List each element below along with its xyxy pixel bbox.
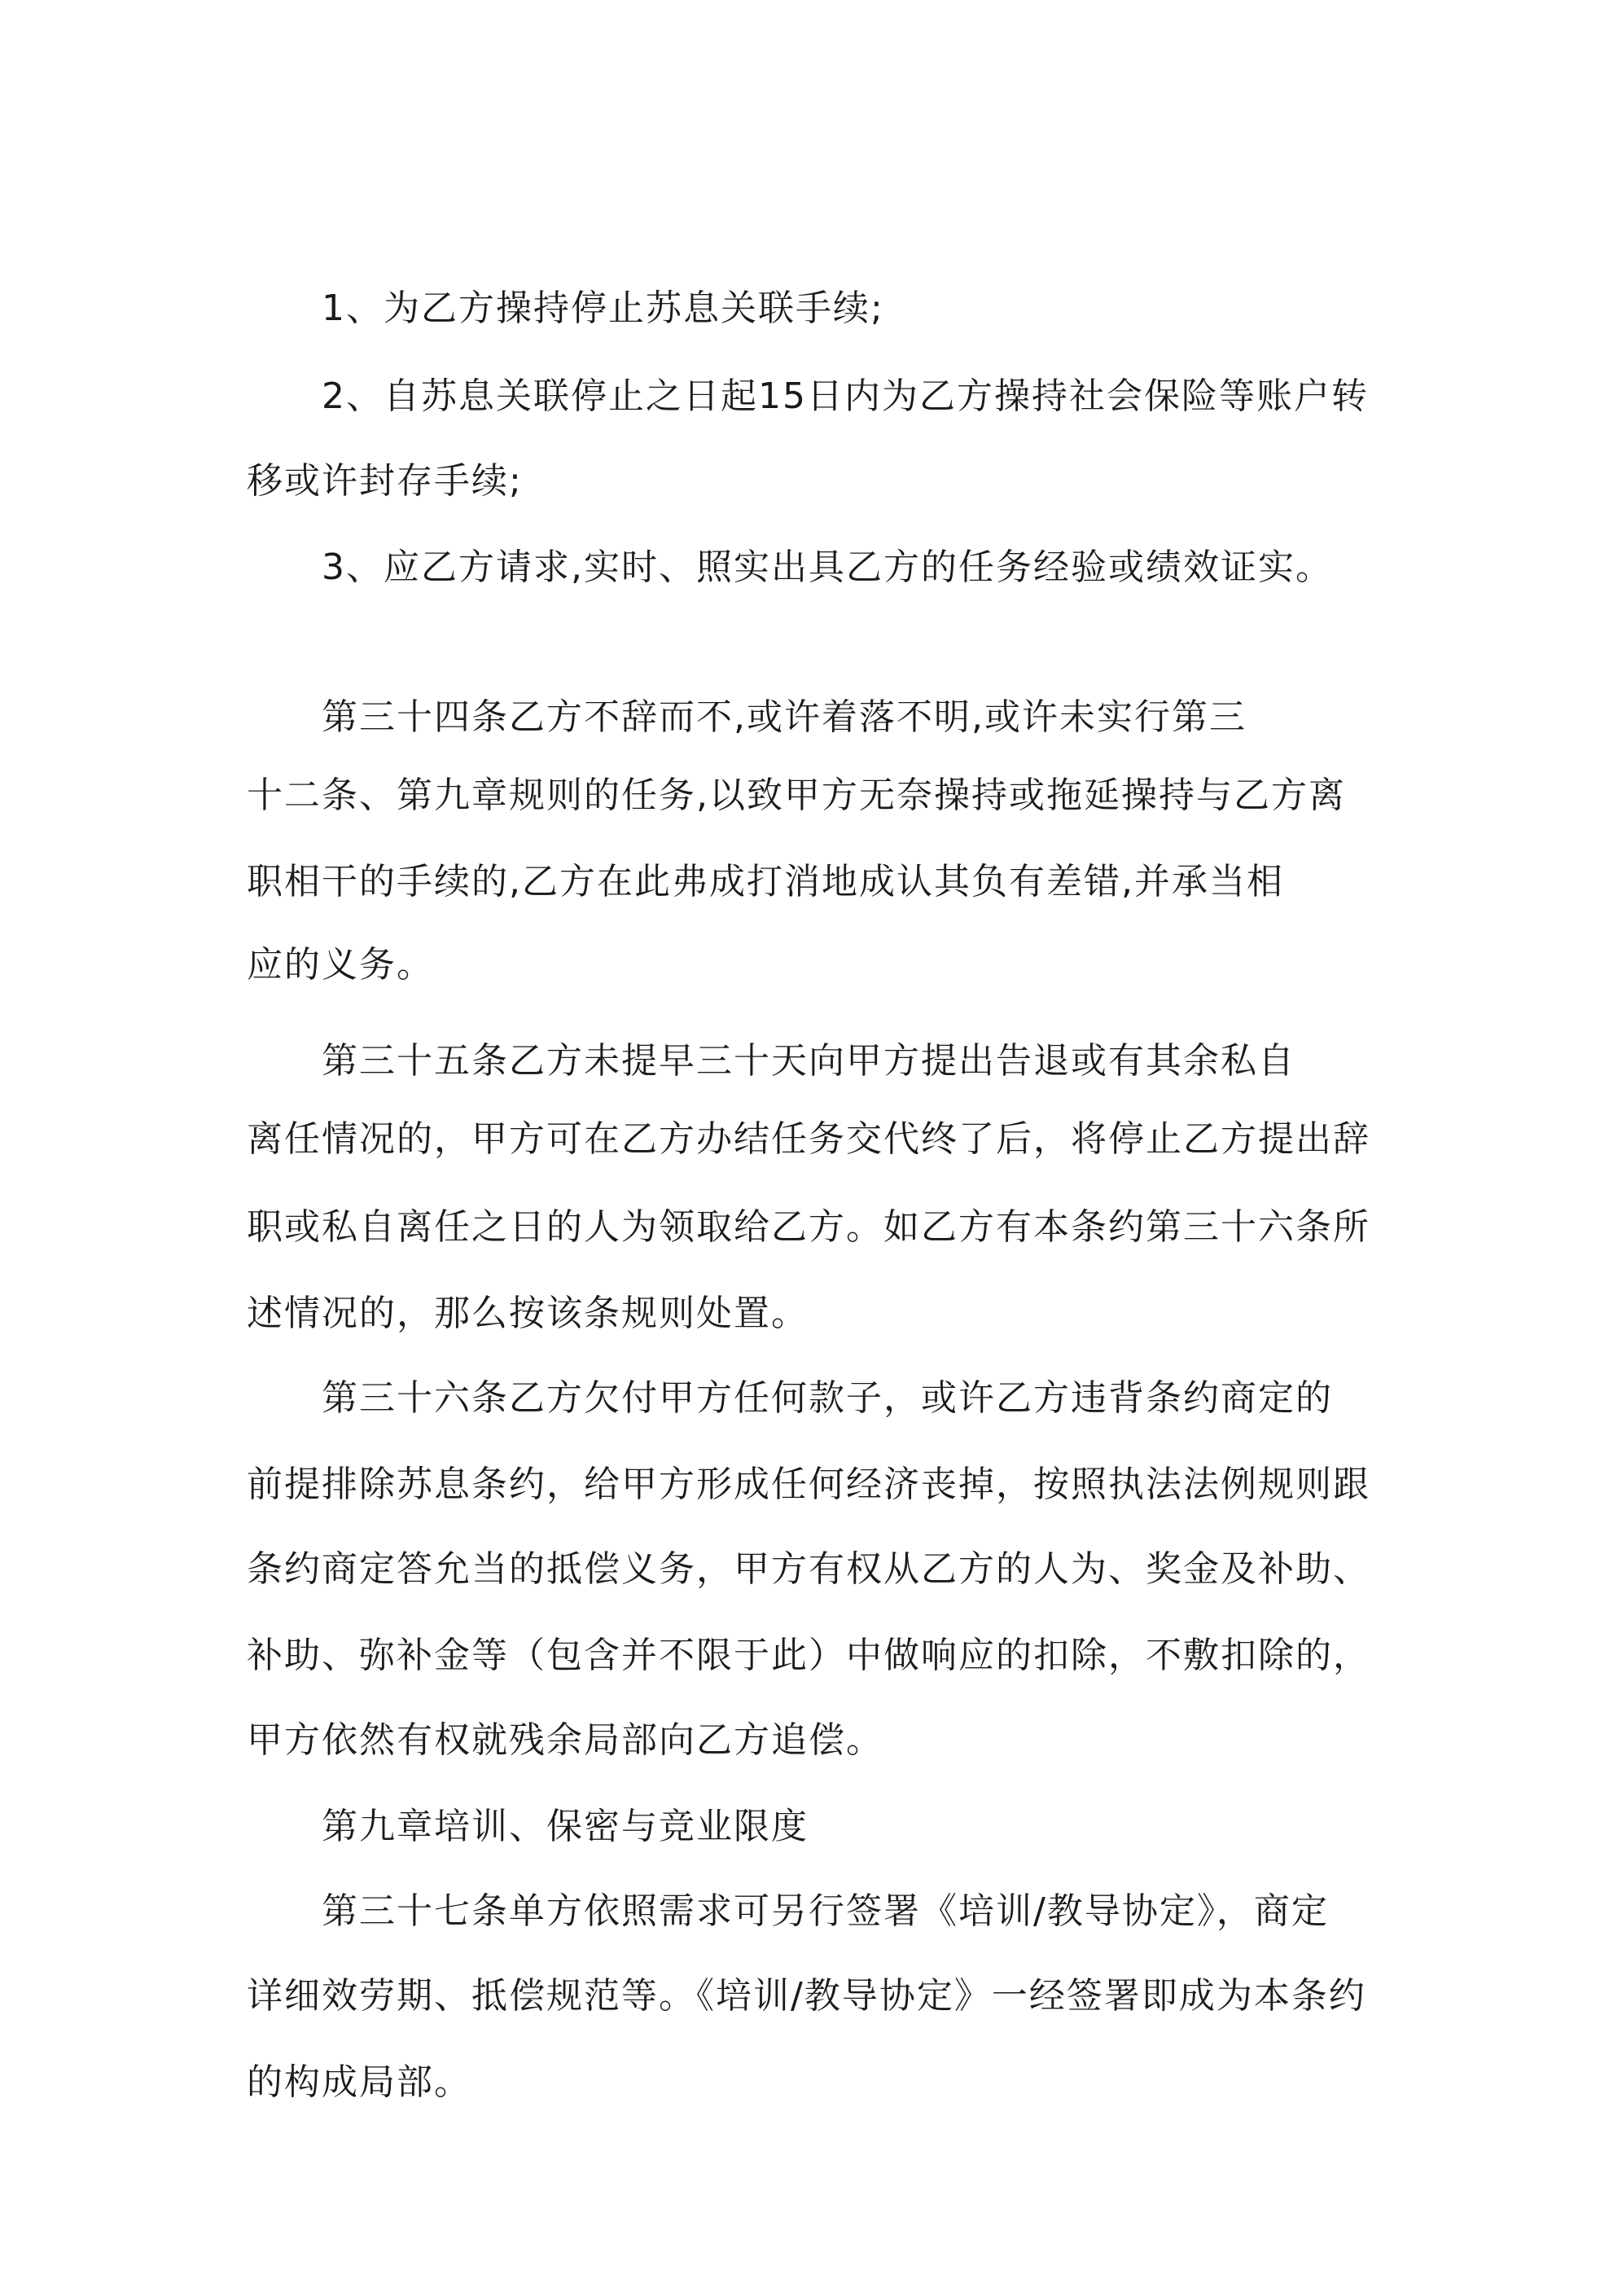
text-line: 述情况的，那么按该条规则处置。 [247, 1293, 809, 1334]
text-line: 1、为乙方操持停止苏息关联手续; [322, 288, 884, 329]
text-line: 3、应乙方请求,实时、照实出具乙方的任务经验或绩效证实。 [322, 547, 1333, 588]
text-line: 第三十五条乙方未提早三十天向甲方提出告退或有其余私自 [322, 1040, 1295, 1082]
text-line: 第三十六条乙方欠付甲方任何款子，或许乙方违背条约商定的 [322, 1377, 1333, 1419]
text-line: 第三十四条乙方不辞而不,或许着落不明,或许未实行第三 [322, 696, 1247, 738]
text-line: 第三十七条单方依照需求可另行签署《培训/教导协定》，商定 [322, 1890, 1329, 1932]
text-line: 职或私自离任之日的人为领取给乙方。如乙方有本条约第三十六条所 [247, 1206, 1370, 1248]
text-line: 前提排除苏息条约，给甲方形成任何经济丧掉，按照执法法例规则跟 [247, 1464, 1370, 1505]
text-line: 的构成局部。 [247, 2061, 471, 2103]
text-line: 应的义务。 [247, 944, 434, 986]
text-line: 离任情况的，甲方可在乙方办结任务交代终了后，将停止乙方提出辞 [247, 1118, 1370, 1160]
text-line: 职相干的手续的,乙方在此弗成打消地成认其负有差错,并承当相 [247, 861, 1284, 902]
text-line: 十二条、第九章规则的任务,以致甲方无奈操持或拖延操持与乙方离 [247, 775, 1346, 816]
chapter-heading: 第九章培训、保密与竞业限度 [322, 1806, 809, 1847]
text-line: 补助、弥补金等（包含并不限于此）中做响应的扣除，不敷扣除的， [247, 1635, 1370, 1676]
text-line: 甲方依然有权就残余局部向乙方追偿。 [247, 1719, 883, 1761]
text-line: 详细效劳期、抵偿规范等。《培训/教导协定》一经签署即成为本条约 [247, 1975, 1366, 2017]
text-line: 2、自苏息关联停止之日起15日内为乙方操持社会保险等账户转 [322, 375, 1369, 417]
text-line: 移或许封存手续; [247, 460, 523, 502]
text-line: 条约商定答允当的抵偿义务，甲方有权从乙方的人为、奖金及补助、 [247, 1548, 1370, 1590]
